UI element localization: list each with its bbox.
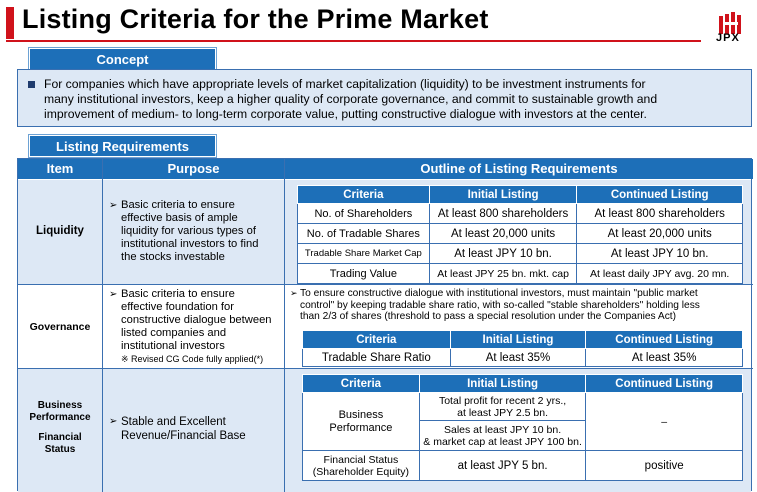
- outline-line: than 2/3 of shares (threshold to pass a special resolution under the Companies Act): [300, 311, 677, 322]
- outline-text: To ensure constructive dialogue with institutional investors, must maintain "public market: [300, 288, 698, 299]
- item-line: Performance: [29, 412, 91, 423]
- page-title: Listing Criteria for the Prime Market: [22, 4, 489, 34]
- grid-line: [18, 284, 753, 285]
- listing-requirements-tab: Listing Requirements: [29, 135, 216, 157]
- item-spacer: [18, 424, 102, 432]
- th-initial: Initial Listing: [429, 186, 577, 204]
- concept-box: [17, 69, 752, 127]
- purpose-line: Revenue/Financial Base: [121, 430, 246, 442]
- th-criteria: Criteria: [298, 186, 430, 204]
- title-accent-bar: [6, 7, 14, 39]
- concept-line: many institutional investors, keep a higher quality of corporate governance, and commit to sustainable growth and: [44, 92, 658, 106]
- cell: Trading Value: [298, 264, 430, 284]
- cell: At least 800 shareholders: [577, 204, 743, 224]
- outline-line: control" by keeping tradable share ratio, with so-called "stable shareholders" holding less: [300, 299, 700, 311]
- cell: No. of Shareholders: [298, 204, 430, 224]
- fs-initial-cell: at least JPY 5 bn.: [419, 451, 586, 481]
- bp-label-cell: [303, 393, 420, 451]
- purpose-line: ➢ Basic criteria to ensure: [109, 199, 279, 212]
- col-header-item: Item: [18, 159, 102, 179]
- concept-line: improvement of medium- to long-term corporate value, putting constructive dialogue with investors at the center.: [44, 107, 647, 121]
- col-header-purpose: Purpose: [103, 159, 284, 179]
- arrow-bullet-icon: ➢: [290, 288, 298, 298]
- business-criteria-table: [302, 374, 743, 481]
- purpose-line: institutional investors: [121, 340, 225, 352]
- purpose-business: [109, 415, 281, 443]
- bp-label-line: Performance: [329, 421, 393, 434]
- bp-initial-line: & market cap at least JPY 100 bn.: [423, 435, 582, 448]
- th-initial: Initial Listing: [419, 375, 586, 393]
- cell: No. of Tradable Shares: [298, 224, 430, 244]
- purpose-line: ➢ Basic criteria to ensure: [109, 288, 281, 301]
- item-line: Business: [37, 400, 83, 411]
- cell: Tradable Share Market Cap: [298, 244, 430, 264]
- cell: At least 800 shareholders: [429, 204, 577, 224]
- cell: Tradable Share Ratio: [303, 349, 451, 367]
- grid-line: [18, 368, 753, 369]
- purpose-line: effective foundation for: [121, 301, 234, 313]
- bp-initial-line: Total profit for recent 2 yrs.,: [438, 394, 567, 407]
- th-criteria: Criteria: [303, 331, 451, 349]
- grid-line: [102, 159, 103, 492]
- title-divider: [6, 40, 701, 42]
- bp-initial-line: at least JPY 2.5 bn.: [457, 406, 549, 419]
- cell: At least 35%: [586, 349, 743, 367]
- fs-continued-cell: positive: [586, 451, 743, 481]
- governance-outline: [290, 288, 750, 323]
- item-line: Status: [44, 444, 76, 455]
- purpose-line: constructive dialogue between: [121, 314, 272, 326]
- purpose-governance: [109, 288, 281, 366]
- purpose-line: liquidity for various types of: [121, 225, 256, 237]
- cell: At least 35%: [450, 349, 586, 367]
- bullet-icon: [28, 81, 35, 88]
- concept-line: For companies which have appropriate levels of market capitalization (liquidity) to be investment instruments for: [44, 77, 646, 91]
- fs-label-cell: [303, 451, 420, 481]
- bp-initial-line: Sales at least JPY 10 bn.: [444, 423, 562, 436]
- th-initial: Initial Listing: [450, 331, 586, 349]
- purpose-line: institutional investors to find: [121, 238, 259, 250]
- bp-label-line: Business: [338, 408, 384, 421]
- requirements-table: [17, 158, 752, 491]
- bp-continued-cell: –: [586, 393, 743, 451]
- purpose-line: listed companies and: [121, 327, 227, 339]
- fs-label-line: (Shareholder Equity): [312, 465, 410, 478]
- col-header-outline: Outline of Listing Requirements: [285, 159, 753, 179]
- cell: At least daily JPY avg. 20 mn.: [577, 264, 743, 284]
- bp-initial-1-cell: [419, 393, 586, 421]
- liquidity-criteria-table: [297, 185, 743, 284]
- governance-criteria-table: [302, 330, 743, 367]
- th-criteria: Criteria: [303, 375, 420, 393]
- cell: At least JPY 10 bn.: [429, 244, 577, 264]
- th-continued: Continued Listing: [577, 186, 743, 204]
- item-business-financial: [18, 400, 102, 456]
- purpose-liquidity: [109, 199, 279, 264]
- purpose-line: the stocks investable: [121, 251, 225, 263]
- purpose-line: effective basis of ample: [121, 212, 238, 224]
- cell: At least JPY 25 bn. mkt. cap: [429, 264, 577, 284]
- logo-text: JPX: [716, 32, 740, 44]
- cg-code-note: ※ Revised CG Code fully applied(*): [121, 354, 264, 364]
- item-line: Financial: [38, 432, 82, 443]
- cell: At least JPY 10 bn.: [577, 244, 743, 264]
- cell: At least 20,000 units: [577, 224, 743, 244]
- fs-label-line: Financial Status: [323, 453, 399, 466]
- concept-tab: Concept: [29, 48, 216, 70]
- outline-line: [290, 288, 750, 300]
- item-liquidity: Liquidity: [36, 225, 84, 237]
- th-continued: Continued Listing: [586, 375, 743, 393]
- th-continued: Continued Listing: [586, 331, 743, 349]
- purpose-line: ➢ Stable and Excellent: [109, 415, 281, 429]
- cell: At least 20,000 units: [429, 224, 577, 244]
- item-governance: Governance: [29, 321, 91, 333]
- grid-line: [284, 159, 285, 492]
- bp-initial-2-cell: [419, 421, 586, 451]
